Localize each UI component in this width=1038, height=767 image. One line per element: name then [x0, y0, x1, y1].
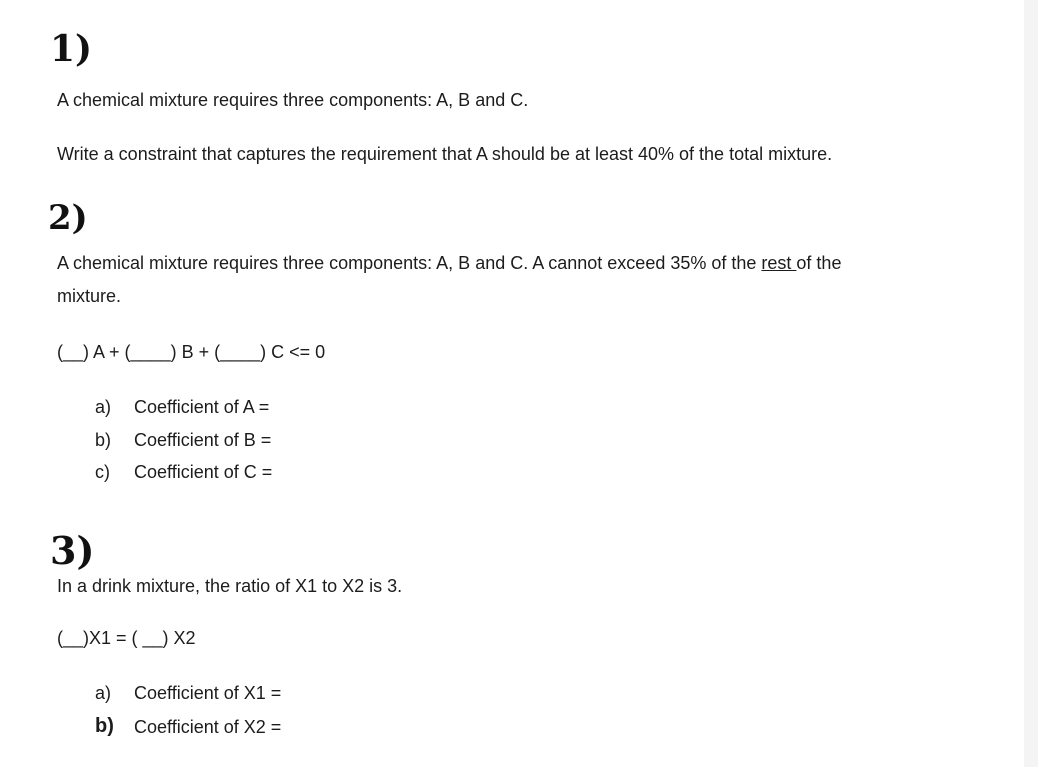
question-2-statement [57, 252, 841, 274]
question-2-statement-start: A chemical mixture requires three components: A, B and C. A cannot exceed 35% of the [57, 253, 762, 273]
question-2-statement-end: of the [796, 253, 842, 273]
question-2-number: 2) [48, 198, 88, 238]
question-3-equation: (__)X1 = ( __) X2 [57, 628, 196, 648]
question-2-item-b-text: Coefficient of B = [134, 430, 272, 450]
page-edge [1024, 0, 1038, 767]
question-1-number: 1) [50, 28, 93, 70]
question-3-item-a-text: Coefficient of X1 = [134, 683, 282, 703]
question-3-statement: In a drink mixture, the ratio of X1 to X2 is 3. [57, 576, 403, 596]
question-2-item-c-text: Coefficient of C = [134, 462, 273, 482]
question-2-item-b-label: b) [95, 430, 112, 450]
question-3-item-a-label: a) [95, 683, 112, 703]
question-3-item-b-label: b) [95, 715, 114, 737]
question-2-equation: (__) A + (____) B + (____) C <= 0 [57, 342, 326, 362]
question-1-statement: A chemical mixture requires three components: A, B and C. [57, 90, 529, 110]
question-3-number: 3) [50, 528, 95, 573]
question-2-item-a-text: Coefficient of A = [134, 397, 270, 417]
underlined-word-rest: rest [761, 253, 797, 273]
question-3-item-b-text: Coefficient of X2 = [134, 717, 282, 737]
question-2-item-a-label: a) [95, 397, 112, 417]
question-1-task: Write a constraint that captures the requirement that A should be at least 40% of the total mixture. [57, 144, 833, 164]
question-2-item-c-label: c) [95, 462, 110, 482]
question-2-statement-line2: mixture. [57, 286, 122, 306]
